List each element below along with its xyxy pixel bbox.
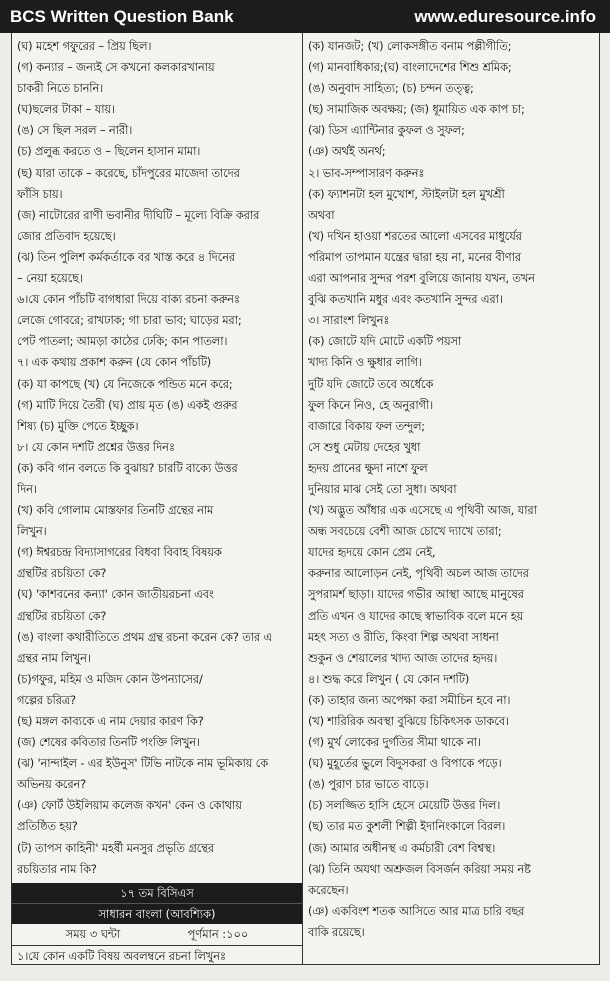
question-line: (ক) তাহার জন্য অপেক্ষা করা সমীচিন হবে না। [308, 692, 511, 707]
question-line: করেছেন। [308, 882, 349, 897]
question-line: (চ) সলজ্জিত হাসি হেসে মেয়েটি উত্তর দিল। [308, 798, 501, 813]
question-line: (ঞ) অর্থই অনর্থ; [308, 144, 386, 159]
question-line: (ঙ) পুরাণ চার ভাতে বাড়ে। [308, 777, 429, 792]
question-line: (ঙ) সে ছিল সরল – নারী। [17, 123, 133, 138]
question-line: – নেয়া হয়েছে। [17, 271, 83, 286]
question-line: গ্রন্থটির রচয়িতা কে? [17, 608, 107, 623]
question-line: রচয়িতার নাম কি? [17, 861, 97, 876]
question-line: বাকি রয়েছে। [308, 924, 365, 939]
question-line: (খ) অদ্ভুত আঁধার এক এসেছে এ পৃথিবী আজ, যারা [308, 503, 537, 518]
question-line: (চ) প্রলুব্ধ করতে ও – ছিলেন হাসান মামা। [17, 144, 201, 159]
question-line: দিন। [17, 481, 37, 496]
exam-section [12, 883, 302, 964]
question-line: ৬।যে কোন পাঁচটি বাগধারা দিয়ে বাক্য রচনা করুনঃ [17, 292, 240, 307]
question-sheet [11, 33, 600, 965]
question-line: (ঞ) ফোর্ট উইলিয়াম কলেজ কখন' কেন ও কোথায় [17, 798, 242, 813]
question-line: পরিমাপ তাপমান যন্ত্রের দ্বারা হয় না, মনের বীণার [308, 249, 521, 264]
question-line: (ঞ) একবিংশ শতক আসিতে আর মাত্র চারি বছর [308, 903, 525, 918]
question-line: গল্পের চরিত্র? [17, 692, 76, 707]
question-line: লেজে গোবরে; রাখঢাক; গা চারা ভাব; ঘাড়ের মরা; [17, 313, 242, 328]
question-line: ফুল কিনে নিও, হে অনুরাগী। [308, 397, 434, 412]
question-line: (ঝ) তিন পুলিশ কর্মকর্তাকে বর খাস্ত করে ৪ দিনের [17, 249, 235, 264]
question-line: মহৎ সত্য ও রীতি, কিংবা শিল্প অথবা সাধনা [308, 629, 499, 644]
question-line: (ঝ) 'নান্দাইল - এর ইউনুস' টিভি নাটকে নাম ভূমিকায় কে [17, 756, 269, 771]
question-line: পেট পাতলা; আমড়া কাঠের ঢেকি; কান পাতলা। [17, 334, 228, 349]
question-line: (গ) ঈশ্বরচন্দ্র বিদ্যাসাগরের বিধবা বিবাহ বিষয়ক [17, 545, 222, 560]
question-line: সুপরামর্শ ছাড়া। যাদের গভীর আস্থা আছে মানুষের [308, 587, 524, 602]
question-line: (ক) যা কাপছে (খ) যে নিজেকে পন্ডিত মনে করে; [17, 376, 233, 391]
left-column [12, 33, 303, 964]
question-line: (ছ) তার মত কুশলী শিল্পী ইদানিংকালে বিরল। [308, 819, 506, 834]
question-line: (ছ) সামাজিক অবক্ষয়; (জ) ধূমায়িত এক কাপ চা; [308, 102, 525, 117]
question-line: (ছ) যারা তাকে – করেছে, চাঁদপুরের মাজেদা তাদের [17, 165, 240, 180]
question-line: (গ) কন্যার – জন্যই সে কখনো কলকারখানায় [17, 60, 215, 75]
question-line: অন্ধ সবচেয়ে বেশী আজ চোখে দ্যাখে তারা; [308, 524, 502, 539]
question-line: জোর প্রতিবাদ হয়েছে। [17, 228, 116, 243]
exam-duration: সময় ৩ ঘন্টা [65, 926, 121, 941]
question-line: সে শুধু মেটায় দেহের খুধা [308, 439, 421, 454]
exam-subtitle: সাধারন বাংলা (আবশ্যিক) [12, 903, 302, 924]
question-line: বুঝি কতখানি মধুর এবং কতখানি সুন্দর এরা। [308, 292, 503, 307]
question-line: (ঘ) 'কাশবনের কন্যা' কোন জাতীয়রচনা এবং [17, 587, 214, 602]
question-line: (ক) জোটে যদি মোটে একটি পয়সা [308, 334, 462, 349]
question-line: (ঝ) তিনি অযথা অশ্রুজল বিসর্জন করিয়া সময় নষ্ট [308, 861, 531, 876]
question-line: শিষ্য (চ) মুক্তি পেতে ইচ্ছুক। [17, 418, 139, 433]
question-line: (জ) শেষের কবিতার তিনটি পংক্তি লিখুন। [17, 735, 200, 750]
question-line: (খ) শারিরিক অবস্থা বুঝিয়ে চিকিৎসক ডাকবে। [308, 714, 509, 728]
exam-first-question: ১।যে কোন একটি বিষয় অবলম্বনে রচনা লিখুনঃ [17, 948, 226, 963]
question-line: দুটি যদি জোটে তবে অর্ধেকে [308, 376, 434, 391]
question-line: হৃদয় প্রানের ক্ষুদা নাশে ফুল [308, 460, 428, 475]
question-line: (ঝ) ডিস এ্যান্টিনার কুফল ও সুফল; [308, 123, 465, 138]
question-line: (জ) আমার অধীনস্থ এ কর্মচারী বেশ বিশ্বস্থ। [308, 840, 496, 855]
question-line: অথবা [308, 207, 335, 222]
question-line: বাজারে বিকায় ফল তন্দুল; [308, 418, 425, 433]
question-line: ৮। যে কোন দশটি প্রশ্নের উত্তর দিনঃ [17, 439, 175, 454]
question-line: ৩। সারাংশ লিখুনঃ [308, 313, 390, 328]
question-line: প্রতিষ্ঠিত হয়? [17, 819, 78, 834]
question-line: শুকুন ও শেয়ালের খাদ্য আজ তাদের হৃদয়। [308, 650, 498, 665]
page-header [0, 0, 610, 33]
exam-title: ১৭ তম বিসিএস [12, 883, 302, 903]
question-line: দুনিয়ার মাঝ সেই তো সুধা। অথবা [308, 481, 457, 496]
question-line: এরা আপনার সুন্দর পরশ বুলিয়ে জানায় যখন, তখন [308, 271, 535, 286]
question-line: (গ) মানবাধিকার;(ঘ) বাংলাদেশের শিশু শ্রমিক; [308, 60, 512, 75]
question-line: (ক) যানজট; (খ) লোকসঙ্গীত বনাম পল্লীগীতি; [308, 39, 512, 53]
exam-meta [12, 924, 302, 946]
question-line: লিখুন। [17, 524, 47, 539]
header-title: BCS Written Question Bank [10, 6, 234, 26]
question-line: (গ) মাটি দিয়ে তৈরী (ঘ) প্রায় মৃত (ঙ) একই গুরুর [17, 397, 238, 412]
question-line: ২। ভাব-সম্পাসারণ করুনঃ [308, 165, 425, 180]
question-line: (চ)গফুর, মহিম ও মজিদ কোন উপন্যাসের/ [17, 671, 203, 686]
question-line: (ছ) মঙ্গল কাব্যকে এ নাম দেয়ার কারণ কি? [17, 714, 204, 728]
question-line: (খ) কবি গোলাম মোস্তফার তিনটি গ্রন্থের নাম [17, 503, 214, 518]
question-line: (ঙ) অনুবাদ সাহিত্য; (চ) চন্দন তত্ত্ব; [308, 81, 474, 96]
question-line: (ট) তাপস কাহিনী' মহর্ষী মনসুর প্রভৃতি গ্রন্থের [17, 840, 214, 855]
question-line: (খ) দখিন হাওয়া শরতের আলো এসবের মাধুর্যের [308, 228, 522, 243]
question-line: (ক) ফ্যাশনটা হল মুখোশ, স্টাইলটা হল মুখশ্রী [308, 186, 505, 201]
question-line: (ঘ) মুহূর্তের ভুলে বিদুসকরা ও বিপাকে পড়ে। [308, 756, 502, 771]
question-line: ফাঁসি চায়। [17, 186, 63, 201]
question-line: খাদ্য কিনি ও ক্ষুধার লাগি। [308, 355, 422, 370]
question-line: করুনার আলোড়ন নেই, পৃথিবী অচল আজ তাদের [308, 566, 529, 581]
header-url[interactable]: www.eduresource.info [414, 6, 596, 26]
question-line: (ঙ) বাংলা কথারীতিতে প্রথম গ্রন্থ রচনা করেন কে? তার এ [17, 629, 273, 644]
exam-full-marks: পূর্ণমান :১০০ [187, 926, 249, 941]
question-line: (জ) নাটোরের রাণী ভবানীর দীঘিটি – মূল্যে বিক্রি করার [17, 207, 260, 222]
question-line: গ্রন্থটির রচয়িতা কে? [17, 566, 107, 581]
question-line: গ্রন্থর নাম লিখুন। [17, 650, 91, 665]
question-line: অভিনয় করেন? [17, 777, 87, 792]
question-line: প্রতি এখন ও যাদের কাছে স্বাভাবিক বলে মনে হয় [308, 608, 524, 623]
question-line: চাকরী নিতে চাননি। [17, 81, 104, 96]
question-line: (ক) কবি গান বলতে কি বুঝায়? চারটি বাক্যে উত্তর [17, 460, 238, 475]
question-line: ৭। এক কথায় প্রকাশ করুন (যে কোন পাঁচটি) [17, 355, 212, 370]
question-line: (ঘ) মহেশ গফুরের – প্রিয় ছিল। [17, 39, 152, 53]
question-line: (ঘ)ছলের টাকা – যায়। [17, 102, 115, 117]
question-line: ৪। শুদ্ধ করে লিখুন ( যে কোন দশটি) [308, 671, 470, 686]
question-line: (গ) মুর্খ লোকের দুর্গতির সীমা থাকে না। [308, 735, 481, 750]
right-column [303, 33, 599, 964]
question-line: যাদের হৃদয়ে কোন প্রেম নেই, [308, 545, 436, 560]
